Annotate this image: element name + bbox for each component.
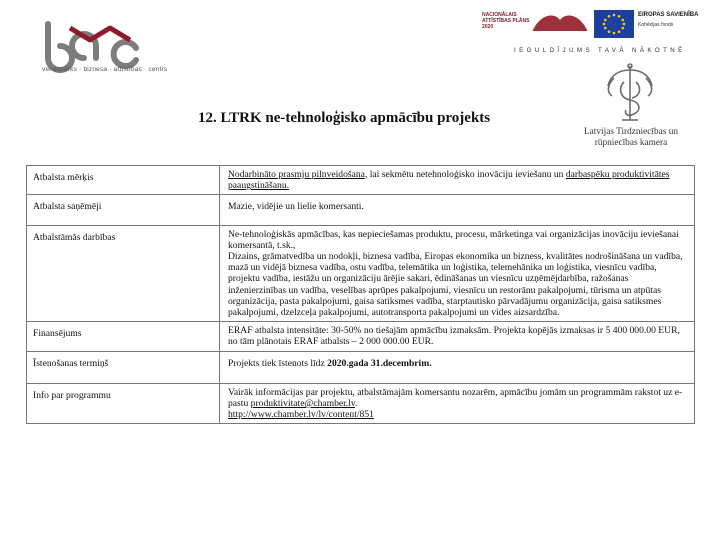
table-row [27,383,695,424]
value-paragraph: Ne-tehnoloģiskās apmācības, kas nepieciešamas produktu, procesu, mārketinga vai organizācijas inovāciju ieviešanai komersantā, t.sk., [228,228,679,251]
bac-tagline: verslspārks · biznesa · attīstības · centrs [42,66,168,73]
row-label: Atbalstāmās darbības [27,225,220,322]
value-underlined: darbaspēku produktivitātes paaugstināšanu. [228,169,670,192]
program-url-link[interactable]: http://www.chamber.lv/lv/content/851 [228,409,374,421]
row-label: Finansējums [27,322,220,351]
eu-logo [594,8,704,44]
row-value [220,225,695,322]
row-label: Atbalsta mērķis [27,166,220,195]
value-text: . [355,398,358,410]
table-row [27,225,695,322]
program-info-table [26,165,695,424]
value-underlined: Nodarbināto prasmju pilnveidošana [228,169,365,180]
page-title: 12. LTRK ne-tehnoloģisko apmācību projekts [198,110,491,126]
row-value [220,351,695,383]
table-row [27,351,695,383]
deadline-date: 2020.gada 31.decembrim. [327,357,432,369]
row-value: Mazie, vidējie un lielie komersanti. [220,195,695,225]
row-value [220,166,695,195]
table-row [27,166,695,195]
row-label: Īstenošanas termiņš [27,351,220,383]
table-row [27,322,695,351]
chamber-name: Latvijas Tirdzniecības un rūpniecības kamera [584,127,678,148]
value-text: Projekts tiek īstenots līdz [228,357,328,369]
eu-flag-icon [594,10,634,38]
email-link[interactable]: produktivitate@chamber.lv [250,398,356,410]
row-label: Info par programmu [27,383,220,424]
eu-fund-label: Kohēzijas fonds [638,22,674,28]
investing-strip: IEGULDĪJUMS TAVĀ NĀKOTNĒ [514,47,686,54]
eu-label: EIROPAS SAVIENĪBA [638,12,699,18]
nap-2020-label: NACIONĀLAIS ATTĪSTĪBAS PLĀNS 2020 [482,12,530,30]
table-row [27,195,695,225]
value-paragraph: Dizains, grāmatvedība un nodokļi, biznesa vadība, Eiropas ekonomika un bizness, kvalitātes nodrošināšana un vadība, mazā un vidējā biznesa vadība, ostu vadība, telemātika un loģistika, telemehānika un loģistika, viesnīcu vadība, projektu vadība, iestāžu un organizāciju ārējie sakari, ēdināšanas un viesnīcu uzņēmējdarbība, ražošanas inženierzinības un vadība, veselības aprūpes pakalpojumi, viesnīcu un restorānu pakalpojumi, tūrisma un atpūtas organizācija, pasta pakalpojumi, gaisa satiksmes vadība, starptautisko pārvadājumu organizācija, gaisa satiksmes pakalpojumi, dzelzceļa pakalpojumi, autotransporta pakalpojumi un vides aizsardzība. [228,251,683,319]
chamber-emblem-icon [600,62,660,124]
value-text: Vairāk informācijas par projektu, atbalstāmajām komersantu nozarēm, apmācību jomām un programmām rakstot uz e-pastu [228,386,683,410]
value-text: , lai sekmētu netehnoloģisko inovāciju ieviešanu un [364,169,566,180]
row-value: ERAF atbalsta intensitāte: 30-50% no tiešajām apmācību izmaksām. Projekta kopējās izmaksas ir 5 400 000.00 EUR, no tām plānotais ERAF atbalsts – 2 000 000.00 EUR. [220,322,695,351]
row-value [220,383,695,424]
row-label: Atbalsta saņēmēji [27,195,220,225]
